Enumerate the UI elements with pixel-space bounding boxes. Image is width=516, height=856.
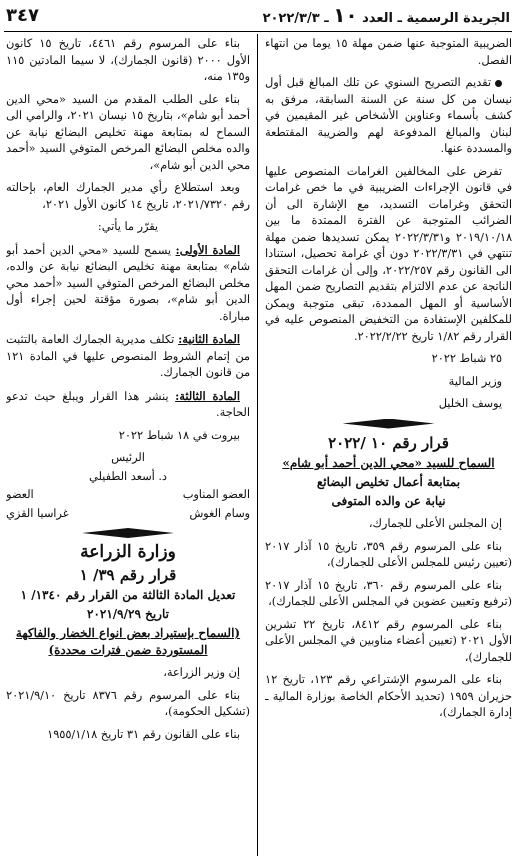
signature-title: وزير المالية (448, 374, 502, 388)
article-1 (6, 242, 250, 326)
column-divider (257, 34, 258, 856)
header-divider (4, 31, 512, 32)
paragraph: بناء على المرسوم رقم ٨٣٧٦ تاريخ ٢٠٢١/٩/١٠ (تشكيل الحكومة)، (6, 688, 250, 718)
paragraph-text: تقديم التصريح السنوي عن تلك المبالغ قبل أول نيسان من كل سنة عن السنة السابقة، مرفق به كشف بأسماء وعناوين الأشخاص غير المقيمين في لبنان والمبالغ المدفوعة لهم والضريبة المقتطعة والمسددة عنها. (265, 76, 512, 155)
article-3 (6, 388, 250, 422)
right-column (265, 36, 512, 856)
alt-member-title: العضو المناوب (182, 488, 250, 501)
paragraph: بناء على القانون رقم ٣١ تاريخ ١٩٥٥/١/١٨ (47, 727, 240, 741)
members-names (6, 506, 250, 523)
article-text: ينشر هذا القرار ويبلغ حيث تدعو الحاجة. (6, 389, 250, 419)
article-label: المادة الثانية: (178, 332, 241, 346)
left-column (6, 36, 250, 856)
header-publication (263, 3, 510, 27)
decision-subject-line2: تاريخ ٢٠٢١/٩/٢٩ (87, 607, 169, 621)
paragraph: تفرض على المخالفين الغرامات المنصوص عليها في قانون الإجراءات الضريبية في ما خص غرامات التحقق وغرامات التسديد، مع الإشارة الى أن الضرائب المتوجبة عن الفترة الممتدة ما بين ٢٠١٩/١٠/١٨ و٢٠٢٢/٣/٣١ يمكن تسديدها ضمن مهلة تنتهي في ٢٠٢٢/٣/٣١ دون أي غرامة تحصيل، استنادا الى القانون رقم ٢٠٢٢/٢٥٧، وإلى أن غرامات التحقق الناتجة عن عدم الالتزام بتقديم التصاريح ضمن المهل الأساسية أو المهل الممددة، تبقى متوجبة ويمكن للمكلفين الإستفادة من التخفيض المنصوص عليه في القرار رقم ١/٨٢ تاريخ ٢٠٢٢/٢/٢٢. (265, 164, 512, 343)
bullet-icon (495, 80, 502, 87)
header-date: ـ ٢٠٢٢/٣/٣ (262, 11, 329, 26)
decision-subject-line1: تعديل المادة الثالثة من القرار رقم ١٣٤٠/ ١ (20, 588, 236, 602)
paragraph: بناء على المرسوم الإشتراعي رقم ١٢٣، تاريخ ١٢ حزيران ١٩٥٩ (تحديد الأحكام الخاصة بوزارة المالية ـ إدارة الجمارك)، (265, 673, 512, 719)
article-text: تكلف مديرية الجمارك العامة بالتثبت من إتمام الشروط المنصوص عليها في المادة ١٢١ من قانون الجمارك. (6, 333, 250, 379)
president-title: الرئيس (111, 451, 145, 464)
signature-date: ٢٥ شباط ٢٠٢٢ (431, 352, 502, 365)
preamble: إن وزير الزراعة، (163, 666, 240, 679)
paragraph: بناء على المرسوم رقم ٣٦٠، تاريخ ١٥ آذار ٢٠١٧ (ترفيع وتعيين عضوين في المجلس الأعلى للجمارك)، (265, 578, 512, 608)
signature-name: يوسف الخليل (438, 397, 502, 410)
article-label: المادة الثالثة: (175, 388, 240, 403)
decision-subject-line2: بمتابعة أعمال تخليص البضائع (316, 475, 461, 489)
section-separator (265, 419, 512, 429)
article-text: يسمح للسيد «محي الدين أحمد أبو شام» بمتابعة مهنة تخليص البضائع نيابة عن والده، مخلص البضائع المرخص المتوفي السيد «أحمد محي الدين أبو شام»، بصورة مؤقتة لحين إجراء أول مباراة. (6, 243, 250, 323)
page-number: ٣٤٧ (6, 4, 39, 26)
place-date: بيروت في ١٨ شباط ٢٠٢٢ (118, 428, 240, 442)
decision-number: قرار رقم ٣٩/ ١ (79, 565, 177, 584)
decision-subject-line3: (السماح بإستيراد بعض انواع الخضار والفاكهة المستوردة ضمن فترات محددة) (15, 626, 241, 657)
preamble: إن المجلس الأعلى للجمارك، (368, 517, 502, 530)
decides-heading: يقرّر ما يأتي: (97, 220, 159, 233)
page-header (0, 0, 516, 30)
article-label: المادة الأولى: (175, 242, 240, 257)
member-title: العضو (6, 488, 34, 501)
decision-subject-line1: السماح للسيد «محي الدين أحمد أبو شام» (282, 456, 495, 470)
paragraph: الضريبية المتوجبة عنها ضمن مهلة ١٥ يوما من انتهاء الفصل. (265, 37, 512, 67)
section-separator (6, 528, 250, 538)
president-name: د. أسعد الطفيلي (89, 469, 167, 483)
member-name: غراسيا القزي (6, 506, 69, 520)
paragraph: بناء على المرسوم رقم ٨٤١٢، تاريخ ٢٢ تشرين الأول ٢٠٢١ (تعيين أعضاء مناوبين في المجلس الأعلى للجمارك)، (265, 617, 512, 664)
decision-number: قرار رقم ١٠ /٢٠٢٢ (328, 433, 449, 452)
paragraph: بناء على المرسوم رقم ٣٥٩، تاريخ ١٥ آذار ٢٠١٧ (تعيين رئيس للمجلس الأعلى للجمارك)، (265, 539, 512, 569)
article-2 (6, 331, 250, 382)
paragraph: بناء على المرسوم رقم ٤٤٦١، تاريخ ١٥ كانون الأول ٢٠٠٠ (قانون الجمارك)، لا سيما المادتين ١١٥ و١٣٥ منه، (6, 37, 250, 83)
alt-member-name: وسام الغوش (189, 506, 250, 520)
header-issue: ١٠ (333, 3, 358, 27)
paragraph: وبعد استطلاع رأي مدير الجمارك العام، بإحالته رقم ٢٠٢١/٧٣٢٠، تاريخ ١٤ كانون الأول ٢٠٢١، (6, 181, 250, 211)
paragraph: بناء على الطلب المقدم من السيد «محي الدين أحمد أبو شام»، بتاريخ ١٥ نيسان ٢٠٢١، والرامي الى السماح له بمتابعة مهنة تخليص البضائع نيابة عن والده مخلص البضائع المرخص المتوفي السيد «أحمد محي الدين أبو شام»، (6, 92, 250, 172)
decision-subject-line3: نيابة عن والده المتوفى (331, 494, 446, 508)
ministry-heading: وزارة الزراعة (80, 542, 176, 562)
members-titles (6, 487, 250, 504)
header-title: الجريدة الرسمية ـ العدد (362, 11, 510, 26)
bullet-paragraph (265, 75, 512, 158)
